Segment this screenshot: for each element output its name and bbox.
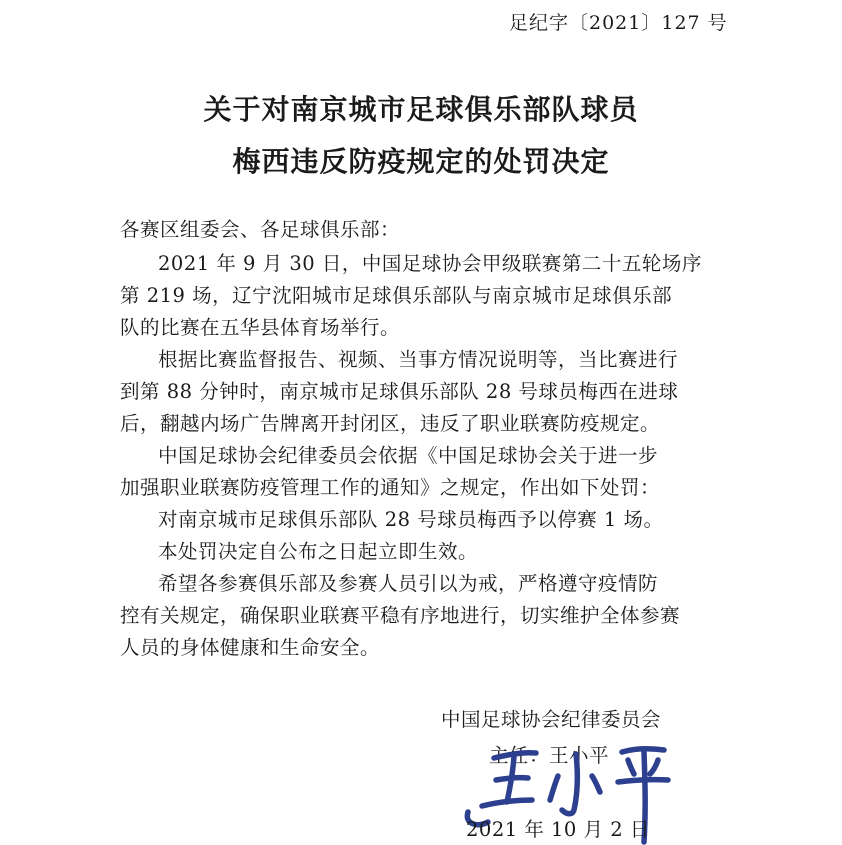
- paragraph-4: 对南京城市足球俱乐部队 28 号球员梅西予以停赛 1 场。: [158, 508, 664, 531]
- director-line: 主任：王小平: [489, 744, 610, 767]
- document-title-line-2: 梅西违反防疫规定的处罚决定: [232, 145, 610, 178]
- paragraph-1-line-1: 2021 年 9 月 30 日，中国足球协会甲级联赛第二十五轮场序: [158, 252, 702, 275]
- paragraph-3-line-2: 加强职业联赛防疫管理工作的通知》之规定，作出如下处罚：: [120, 476, 661, 499]
- paragraph-5: 本处罚决定自公布之日起立即生效。: [158, 540, 479, 563]
- signature-stroke: [628, 760, 634, 774]
- paragraph-1-line-2: 第 219 场，辽宁沈阳城市足球俱乐部队与南京城市足球俱乐部: [120, 284, 673, 307]
- paragraph-3-line-1: 中国足球协会纪律委员会依据《中国足球协会关于进一步: [158, 444, 659, 467]
- signature-stroke: [496, 778, 528, 780]
- paragraph-6-line-2: 控有关规定，确保职业联赛平稳有序地进行，切实维护全体参赛: [120, 604, 681, 627]
- paragraph-1-line-3: 队的比赛在五华县体育场举行。: [120, 316, 401, 339]
- document-title-line-1: 关于对南京城市足球俱乐部队球员: [203, 93, 639, 126]
- paragraph-2-line-1: 根据比赛监督报告、视频、当事方情况说明等，当比赛进行: [158, 348, 679, 371]
- issuing-organization: 中国足球协会纪律委员会: [441, 708, 662, 731]
- paragraph-6-line-3: 人员的身体健康和生命安全。: [120, 636, 381, 659]
- salutation: 各赛区组委会、各足球俱乐部：: [120, 218, 401, 241]
- signature-stroke: [650, 760, 658, 774]
- signature-stroke: [592, 776, 600, 792]
- paragraph-2-line-3: 后，翻越内场广告牌离开封闭区，违反了职业联赛防疫规定。: [120, 412, 661, 435]
- paragraph-6-line-1: 希望各参赛俱乐部及参赛人员引以为戒，严格遵守疫情防: [158, 572, 659, 595]
- document-number: 足纪字〔2021〕127 号: [509, 12, 728, 34]
- document-date: 2021 年 10 月 2 日: [466, 818, 650, 841]
- paragraph-2-line-2: 到第 88 分钟时，南京城市足球俱乐部队 28 号球员梅西在进球: [120, 380, 679, 403]
- signature-stroke: [562, 754, 577, 814]
- signature-stroke: [550, 776, 558, 800]
- signature-stroke: [482, 800, 532, 806]
